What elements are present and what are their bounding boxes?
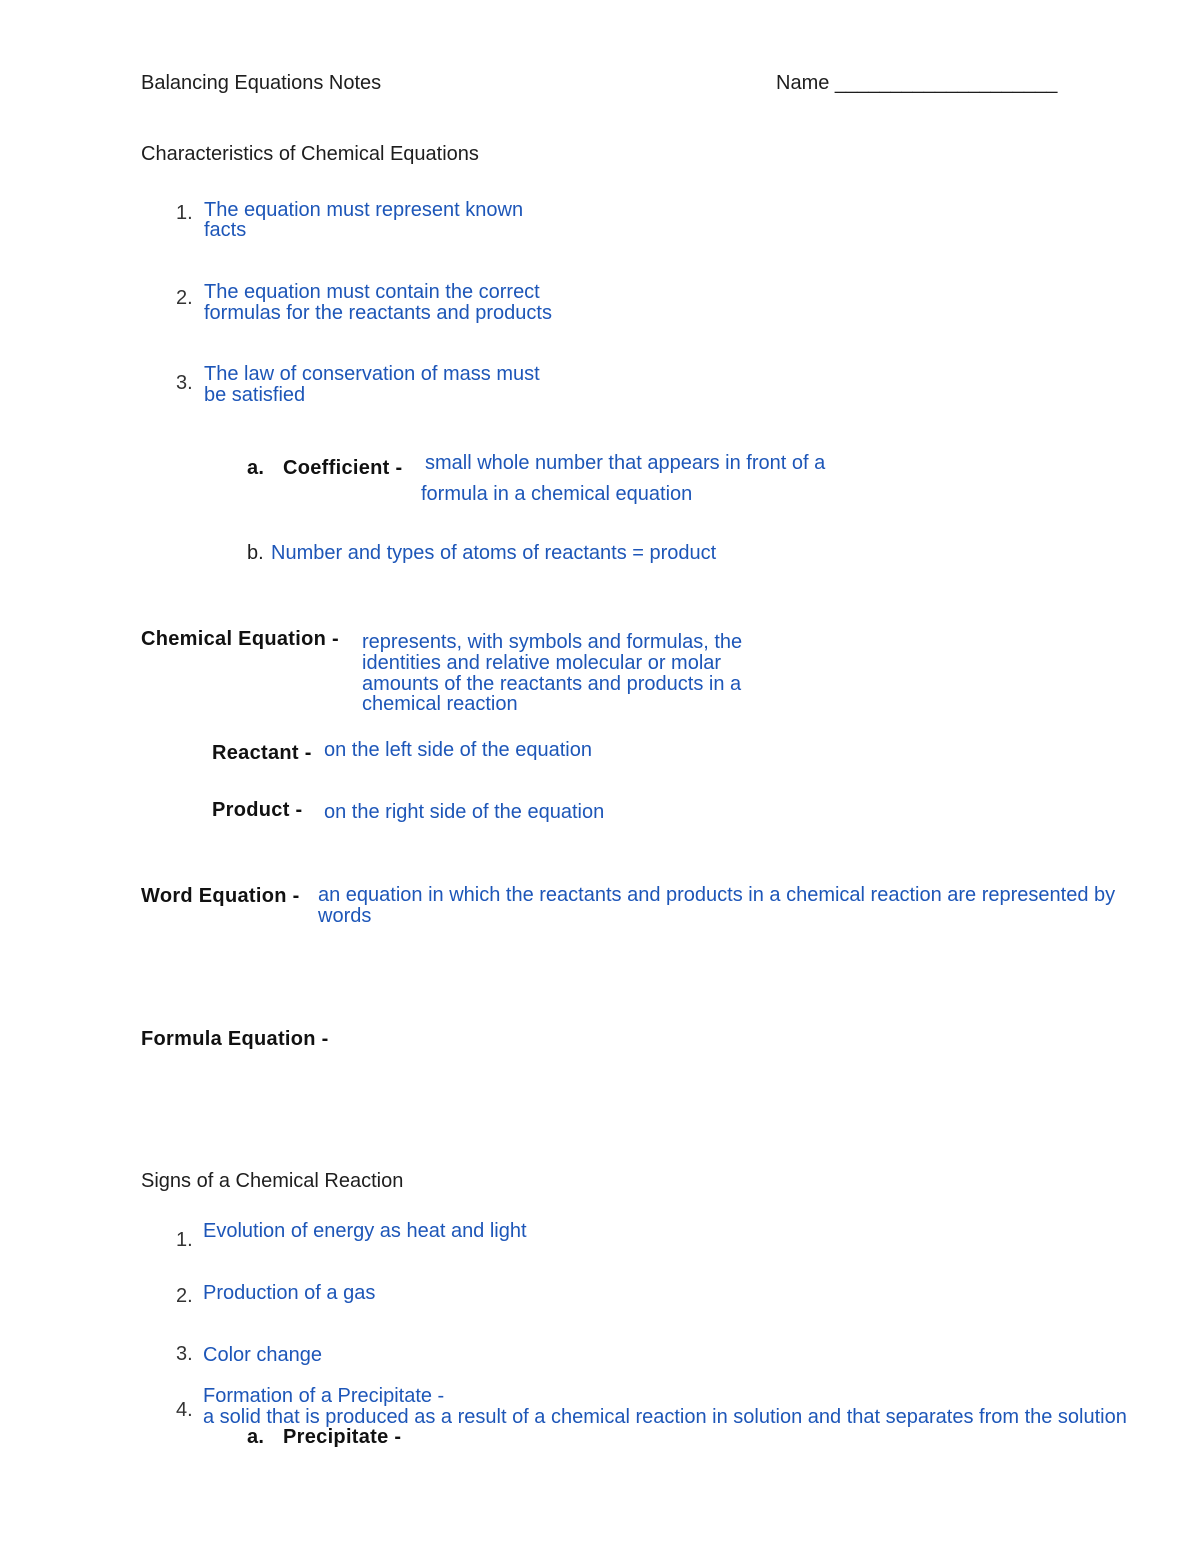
term-reactant: Reactant - bbox=[212, 742, 312, 764]
list-item-text: The equation must represent known bbox=[204, 199, 524, 221]
list-number: 3. bbox=[176, 372, 193, 394]
definition-line: represents, with symbols and formulas, the bbox=[362, 631, 743, 653]
sign-item-text: Formation of a Precipitate - bbox=[203, 1385, 445, 1407]
definition-product: on the right side of the equation bbox=[324, 801, 605, 823]
definition-line: chemical reaction bbox=[362, 693, 518, 715]
term-coefficient: Coefficient - bbox=[283, 457, 403, 479]
document-title: Balancing Equations Notes bbox=[141, 72, 382, 94]
term-chemical-equation: Chemical Equation - bbox=[141, 628, 339, 650]
sub-marker: b. bbox=[247, 542, 264, 564]
term-formula-equation: Formula Equation - bbox=[141, 1028, 329, 1050]
section-heading-signs: Signs of a Chemical Reaction bbox=[141, 1170, 404, 1192]
name-field-label: Name ____________________ bbox=[776, 72, 1058, 94]
sign-item-text: Color change bbox=[203, 1344, 322, 1366]
sub-marker: a. bbox=[247, 457, 265, 479]
term-precipitate: Precipitate - bbox=[283, 1426, 402, 1448]
list-number: 4. bbox=[176, 1399, 193, 1421]
list-item-text: The law of conservation of mass must bbox=[204, 363, 540, 385]
sign-item-text: Production of a gas bbox=[203, 1282, 376, 1304]
definition-coefficient: small whole number that appears in front of a bbox=[425, 452, 826, 474]
definition-coefficient: formula in a chemical equation bbox=[421, 483, 693, 505]
sub-marker: a. bbox=[247, 1426, 265, 1448]
list-number: 3. bbox=[176, 1343, 193, 1365]
definition-reactant: on the left side of the equation bbox=[324, 739, 592, 761]
list-item-text: be satisfied bbox=[204, 384, 306, 406]
section-heading-characteristics: Characteristics of Chemical Equations bbox=[141, 143, 479, 165]
definition-word-equation: words bbox=[318, 905, 372, 927]
definition-line: amounts of the reactants and products in a bbox=[362, 673, 742, 695]
list-number: 1. bbox=[176, 202, 193, 224]
list-number: 2. bbox=[176, 287, 193, 309]
definition-word-equation: an equation in which the reactants and products in a chemical reaction are represented by bbox=[318, 884, 1116, 906]
list-item-text: facts bbox=[204, 219, 247, 241]
list-item-text: formulas for the reactants and products bbox=[204, 302, 552, 324]
sign-item-text: Evolution of energy as heat and light bbox=[203, 1220, 527, 1242]
definition-line: identities and relative molecular or molar bbox=[362, 652, 722, 674]
list-item-text: The equation must contain the correct bbox=[204, 281, 540, 303]
term-word-equation: Word Equation - bbox=[141, 885, 300, 907]
list-number: 2. bbox=[176, 1285, 193, 1307]
term-product: Product - bbox=[212, 799, 303, 821]
list-number: 1. bbox=[176, 1229, 193, 1251]
sign-item-definition: a solid that is produced as a result of a chemical reaction in solution and that separates from the solution bbox=[203, 1406, 1127, 1428]
sub-b-text: Number and types of atoms of reactants = product bbox=[271, 542, 717, 564]
